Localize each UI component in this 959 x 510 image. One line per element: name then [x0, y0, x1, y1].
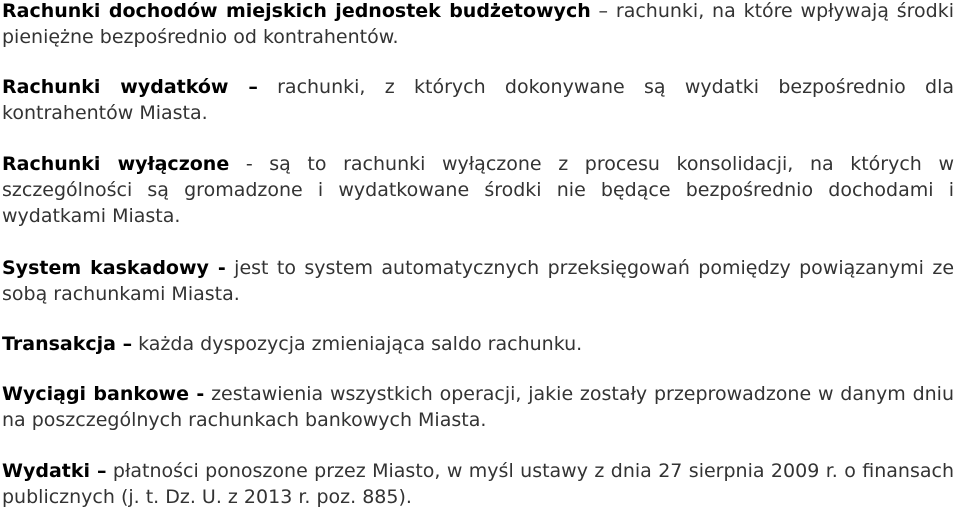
definition-text: zestawienia wszystkich operacji, jakie zostały przeprowadzone w danym dniu na poszczególnych rachunkach bankowych Miasta.	[2, 383, 955, 431]
definition-text: płatności ponoszone przez Miasto, w myśl ustawy z dnia 27 sierpnia 2009 r. o finansach publicznych (j. t. Dz. U. z 2013 r. poz. 885).	[2, 460, 954, 508]
definition-term: Rachunki wydatków –	[2, 76, 258, 98]
definition-wyciagi-bankowe	[2, 381, 954, 433]
definition-text: każda dyspozycja zmieniająca saldo rachunku.	[132, 333, 583, 355]
definition-rachunki-wydatkow	[2, 74, 954, 126]
definition-text: rachunki, z których dokonywane są wydatki bezpośrednio dla kontrahentów Miasta.	[2, 76, 954, 124]
definition-rachunki-wylaczone	[2, 151, 954, 229]
definition-term: System kaskadowy -	[2, 257, 226, 279]
definition-term: Transakcja –	[2, 333, 133, 355]
definition-transakcja	[2, 331, 954, 357]
definition-text: - są to rachunki wyłączone z procesu konsolidacji, na których w szczególności są gromadzone i wydatkowane środki nie będące bezpośrednio dochodami i wydatkami Miasta.	[2, 153, 954, 227]
definition-wydatki	[2, 458, 954, 510]
definition-term: Wydatki –	[2, 460, 107, 482]
definition-term: Wyciągi bankowe -	[2, 383, 205, 405]
definition-term: Rachunki dochodów miejskich jednostek budżetowych	[2, 0, 591, 22]
definition-text: – rachunki, na które wpływają środki pieniężne bezpośrednio od kontrahentów.	[2, 0, 954, 48]
definition-term: Rachunki wyłączone	[2, 153, 230, 175]
definition-rachunki-dochodow	[2, 0, 954, 50]
definition-system-kaskadowy	[2, 255, 954, 307]
definition-text: jest to system automatycznych przeksięgowań pomiędzy powiązanymi ze sobą rachunkami Miasta.	[2, 257, 955, 305]
